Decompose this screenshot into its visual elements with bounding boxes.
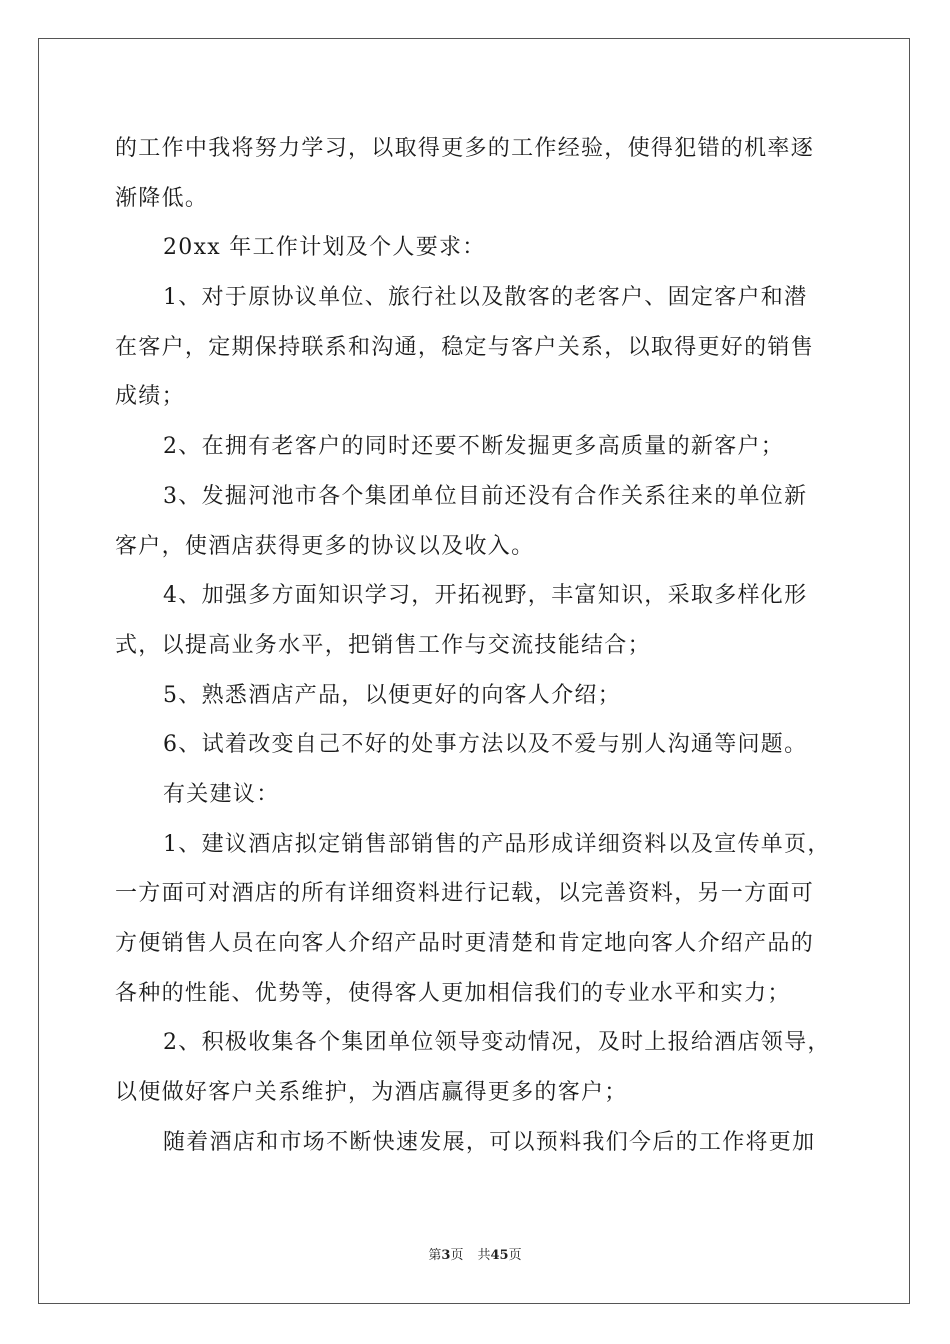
text-line: 5、熟悉酒店产品，以便更好的向客人介绍； <box>163 682 621 708</box>
text-line: 20xx 年工作计划及个人要求： <box>163 235 486 261</box>
page-prefix: 第 <box>428 1248 442 1263</box>
page-suffix: 页 <box>450 1248 464 1263</box>
text-line: 各种的性能、优势等，使得客人更加相信我们的专业水平和实力； <box>115 980 791 1006</box>
text-line: 方便销售人员在向客人介绍产品时更清楚和肯定地向客人介绍产品的 <box>115 931 815 956</box>
total-suffix: 页 <box>508 1248 522 1263</box>
total-prefix: 共 <box>477 1248 491 1263</box>
text-line: 2、在拥有老客户的同时还要不断发掘更多高质量的新客户； <box>163 434 785 460</box>
text-line: 1、对于原协议单位、旅行社以及散客的老客户、固定客户和潜 <box>163 285 808 311</box>
text-line: 式，以提高业务水平，把销售工作与交流技能结合； <box>115 632 651 658</box>
text-line: 1、建议酒店拟定销售部销售的产品形成详细资料以及宣传单页， <box>163 831 831 857</box>
page-footer <box>0 1244 950 1263</box>
text-line: 3、发掘河池市各个集团单位目前还没有合作关系往来的单位新 <box>163 483 808 509</box>
text-line: 2、积极收集各个集团单位领导变动情况，及时上报给酒店领导， <box>163 1030 831 1056</box>
text-line: 客户，使酒店获得更多的协议以及收入。 <box>115 533 535 559</box>
page-number: 3 <box>441 1248 451 1263</box>
text-line: 6、试着改变自己不好的处事方法以及不爱与别人沟通等问题。 <box>163 732 808 758</box>
text-line: 一方面可对酒店的所有详细资料进行记载，以完善资料，另一方面可 <box>115 881 815 907</box>
text-line: 随着酒店和市场不断快速发展，可以预料我们今后的工作将更加 <box>163 1129 816 1155</box>
text-line: 的工作中我将努力学习，以取得更多的工作经验，使得犯错的机率逐 <box>115 136 815 161</box>
text-line: 以便做好客户关系维护，为酒店赢得更多的客户； <box>115 1080 628 1106</box>
text-line: 在客户，定期保持联系和沟通，稳定与客户关系，以取得更好的销售 <box>115 334 815 360</box>
text-line: 有关建议： <box>163 781 280 807</box>
text-line: 渐降低。 <box>115 185 209 211</box>
total-pages: 45 <box>490 1248 509 1263</box>
document-body <box>115 124 835 1167</box>
text-line: 成绩； <box>115 384 185 410</box>
text-line: 4、加强多方面知识学习，开拓视野，丰富知识，采取多样化形 <box>163 583 808 609</box>
